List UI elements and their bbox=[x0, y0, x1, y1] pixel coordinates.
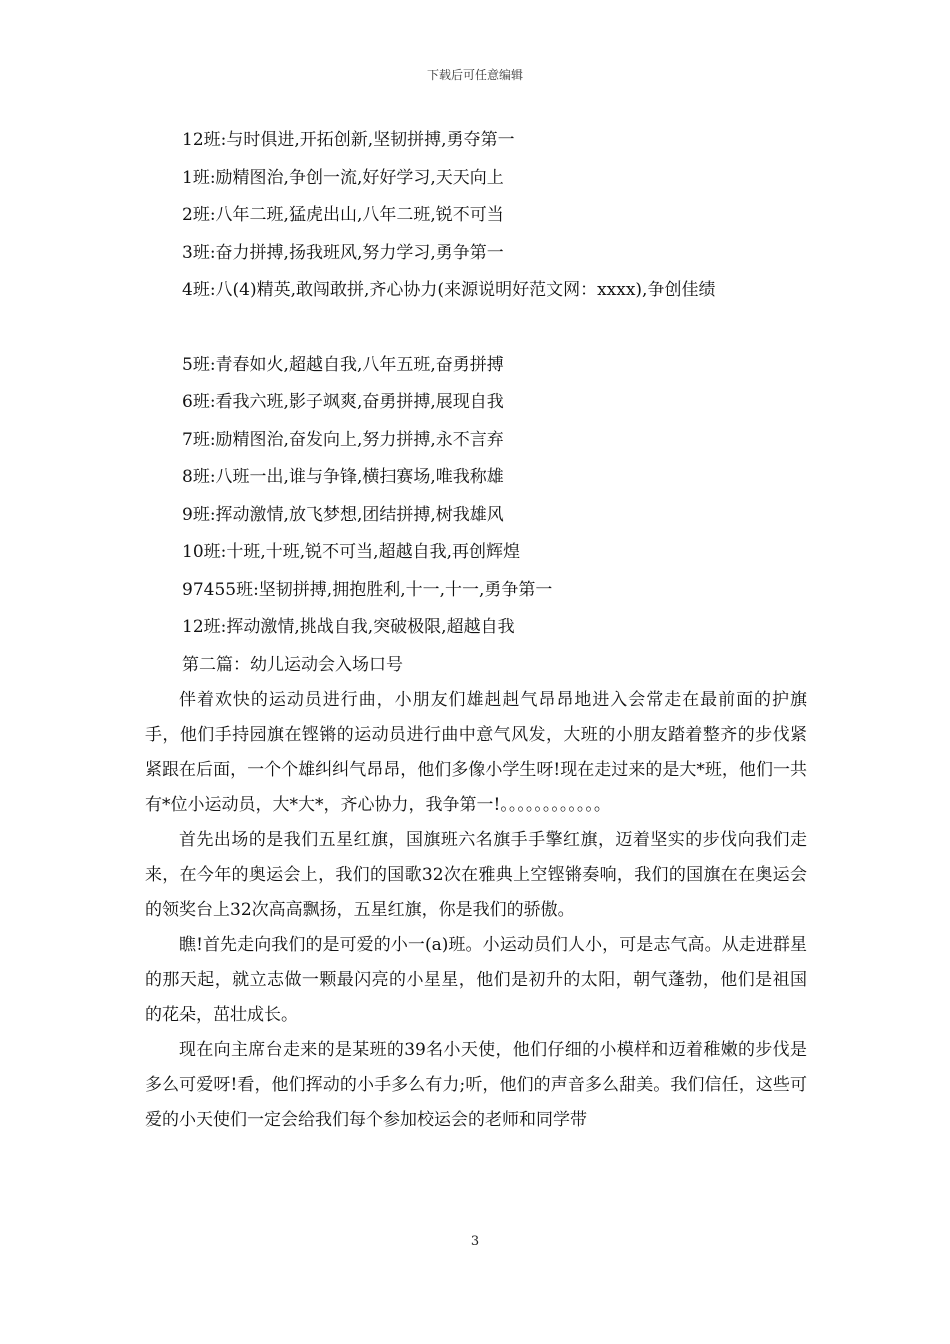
slogan-line: 12班:挥动激情,挑战自我,突破极限,超越自我 bbox=[182, 617, 515, 637]
slogan-list bbox=[182, 122, 822, 684]
section-title: 第二篇：幼儿运动会入场口号 bbox=[182, 654, 403, 675]
slogan-line: 7班:励精图治,奋发向上,努力拼搏,永不言弃 bbox=[182, 429, 504, 450]
slogan-line: 2班:八年二班,猛虎出山,八年二班,锐不可当 bbox=[182, 205, 504, 225]
paragraph: 首先出场的是我们五星红旗，国旗班六名旗手手擎红旗，迈着坚实的步伐向我们走来，在今年的奥运会上，我们的国歌32次在雅典上空铿锵奏响，我们的国旗在在奥运会的领奖台上32次高高飘扬，五星红旗，你是我们的骄傲。 bbox=[145, 830, 807, 920]
body-text bbox=[145, 683, 807, 1138]
paragraph: 伴着欢快的运动员进行曲，小朋友们雄赳赳气昂昂地进入会常走在最前面的护旗手，他们手持园旗在铿锵的运动员进行曲中意气风发，大班的小朋友踏着整齐的步伐紧紧跟在后面，一个个雄纠纠气昂昂，他们多像小学生呀!现在走过来的是大*班，他们一共有*位小运动员，大*大*，齐心协力，我争第一!。。。。。。。。。。。。 bbox=[145, 690, 807, 815]
slogan-line: 6班:看我六班,影子飒爽,奋勇拼搏,展现自我 bbox=[182, 392, 504, 412]
slogan-line: 1班:励精图治,争创一流,好好学习,天天向上 bbox=[182, 167, 504, 188]
slogan-line: 12班:与时俱进,开拓创新,坚韧拼搏,勇夺第一 bbox=[182, 130, 515, 150]
page-number: 3 bbox=[470, 1234, 480, 1249]
slogan-line: 5班:青春如火,超越自我,八年五班,奋勇拼搏 bbox=[182, 354, 504, 375]
slogan-line: 3班:奋力拼搏,扬我班风,努力学习,勇争第一 bbox=[182, 242, 504, 263]
slogan-line: 10班:十班,十班,锐不可当,超越自我,再创辉煌 bbox=[182, 542, 520, 562]
page-header: 下载后可任意编辑 bbox=[426, 68, 523, 82]
slogan-line: 8班:八班一出,谁与争锋,横扫赛场,唯我称雄 bbox=[182, 467, 504, 487]
slogan-line: 4班:八(4)精英,敢闯敢拼,齐心协力(来源说明好范文网：xxxx),争创佳绩 bbox=[182, 280, 716, 300]
paragraph: 现在向主席台走来的是某班的39名小天使，他们仔细的小模样和迈着稚嫩的步伐是多么可爱呀!看，他们挥动的小手多么有力;听，他们的声音多么甜美。我们信任，这些可爱的小天使们一定会给我们每个参加校运会的老师和同学带 bbox=[145, 1040, 807, 1130]
slogan-line: 9班:挥动激情,放飞梦想,团结拼搏,树我雄风 bbox=[182, 504, 504, 525]
blank-line bbox=[182, 310, 822, 347]
slogan-line: 97455班:坚韧拼搏,拥抱胜利,十一,十一,勇争第一 bbox=[182, 579, 553, 600]
paragraph: 瞧!首先走向我们的是可爱的小一(a)班。小运动员们人小，可是志气高。从走进群星的那天起，就立志做一颗最闪亮的小星星，他们是初升的太阳，朝气蓬勃，他们是祖国的花朵，茁壮成长。 bbox=[145, 935, 807, 1025]
